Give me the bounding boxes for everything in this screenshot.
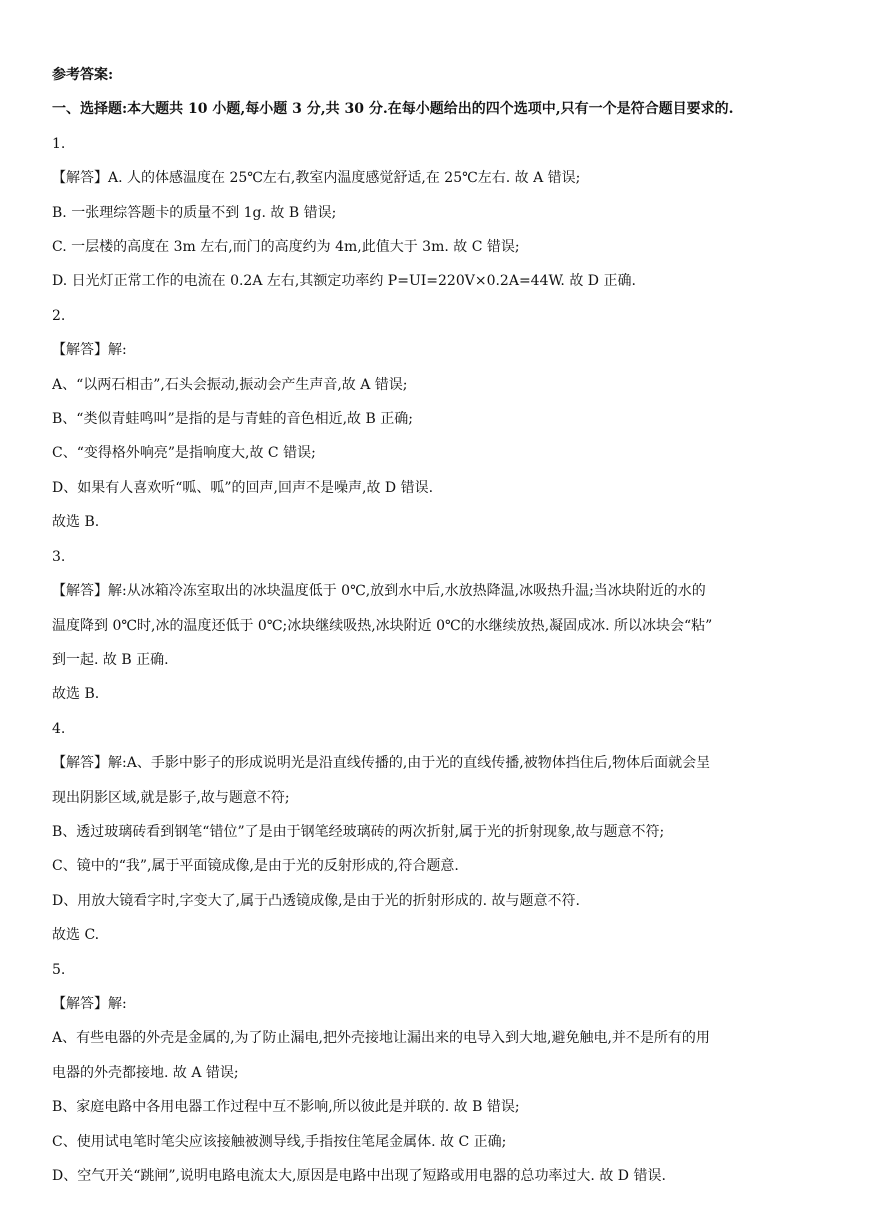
answer-title: 参考答案: <box>52 67 114 83</box>
answer-line: 【解答】解:从冰箱冷冻室取出的冰块温度低于 0℃,放到水中后,水放热降温,冰吸热升温;当冰块附近的水的 <box>52 583 706 600</box>
answer-line: D、如果有人喜欢听“呱、呱”的回声,回声不是噪声,故 D 错误. <box>52 479 434 496</box>
question-number: 5. <box>52 961 66 978</box>
question-2 <box>52 299 829 540</box>
question-number: 1. <box>52 135 66 152</box>
answer-line: D、空气开关“跳闸”,说明电路电流太大,原因是电路中出现了短路或用电器的总功率过大. 故 D 错误. <box>52 1168 666 1184</box>
answer-line: D、用放大镜看字时,字变大了,属于凸透镜成像,是由于光的折射形成的. 故与题意不符. <box>52 892 580 909</box>
question-3 <box>52 540 829 712</box>
answer-line: B. 一张理综答题卡的质量不到 1g. 故 B 错误; <box>52 204 337 221</box>
question-number: 4. <box>52 720 66 737</box>
answer-line: C、使用试电笔时笔尖应该接触被测导线,手指按住笔尾金属体. 故 C 正确; <box>52 1133 507 1150</box>
answer-line: 【解答】解: <box>52 342 127 359</box>
answer-conclusion: 故选 B. <box>52 686 100 703</box>
answer-line: 【解答】解:A、手影中影子的形成说明光是沿直线传播的,由于光的直线传播,被物体挡住后,物体后面就会呈 <box>52 755 711 772</box>
answer-line: C、镜中的“我”,属于平面镜成像,是由于光的反射形成的,符合题意. <box>52 858 459 875</box>
answer-line: B、家庭电路中各用电器工作过程中互不影响,所以彼此是并联的. 故 B 错误; <box>52 1099 520 1116</box>
question-4 <box>52 712 829 953</box>
answer-line: 到一起. 故 B 正确. <box>52 651 169 668</box>
answer-line: 现出阴影区域,就是影子,故与题意不符; <box>52 789 290 806</box>
question-number: 3. <box>52 548 66 565</box>
answer-line: C、“变得格外响亮”是指响度大,故 C 错误; <box>52 445 316 462</box>
answer-conclusion: 故选 B. <box>52 514 100 531</box>
answer-line: C. 一层楼的高度在 3m 左右,而门的高度约为 4m,此值大于 3m. 故 C 错误; <box>52 239 520 256</box>
answer-line: 【解答】A. 人的体感温度在 25℃左右,教室内温度感觉舒适,在 25℃左右. 故 A 错误; <box>52 170 581 187</box>
answer-line: A、有些电器的外壳是金属的,为了防止漏电,把外壳接地让漏出来的电导入到大地,避免触电,并不是所有的用 <box>52 1030 710 1047</box>
answer-line: D. 日光灯正常工作的电流在 0.2A 左右,其额定功率约 P=UI=220V×0.2A=44W. 故 D 正确. <box>52 273 636 290</box>
answer-line: 【解答】解: <box>52 995 127 1012</box>
answer-line: 温度降到 0℃时,冰的温度还低于 0℃;冰块继续吸热,冰块附近 0℃的水继续放热,凝固成冰. 所以冰块会“粘” <box>52 617 713 634</box>
question-1 <box>52 127 829 299</box>
answer-line: 电器的外壳都接地. 故 A 错误; <box>52 1064 239 1081</box>
section-title: 一、选择题:本大题共 10 小题,每小题 3 分,共 30 分.在每小题给出的四个选项中,只有一个是符合题目要求的. <box>52 101 734 118</box>
answer-conclusion: 故选 C. <box>52 927 100 944</box>
question-number: 2. <box>52 307 66 324</box>
answer-line: B、透过玻璃砖看到钢笔“错位”了是由于钢笔经玻璃砖的两次折射,属于光的折射现象,故与题意不符; <box>52 823 665 840</box>
answer-line: A、“以两石相击”,石头会振动,振动会产生声音,故 A 错误; <box>52 376 408 393</box>
question-5 <box>52 953 829 1194</box>
answer-line: B、“类似青蛙鸣叫”是指的是与青蛙的音色相近,故 B 正确; <box>52 411 413 428</box>
